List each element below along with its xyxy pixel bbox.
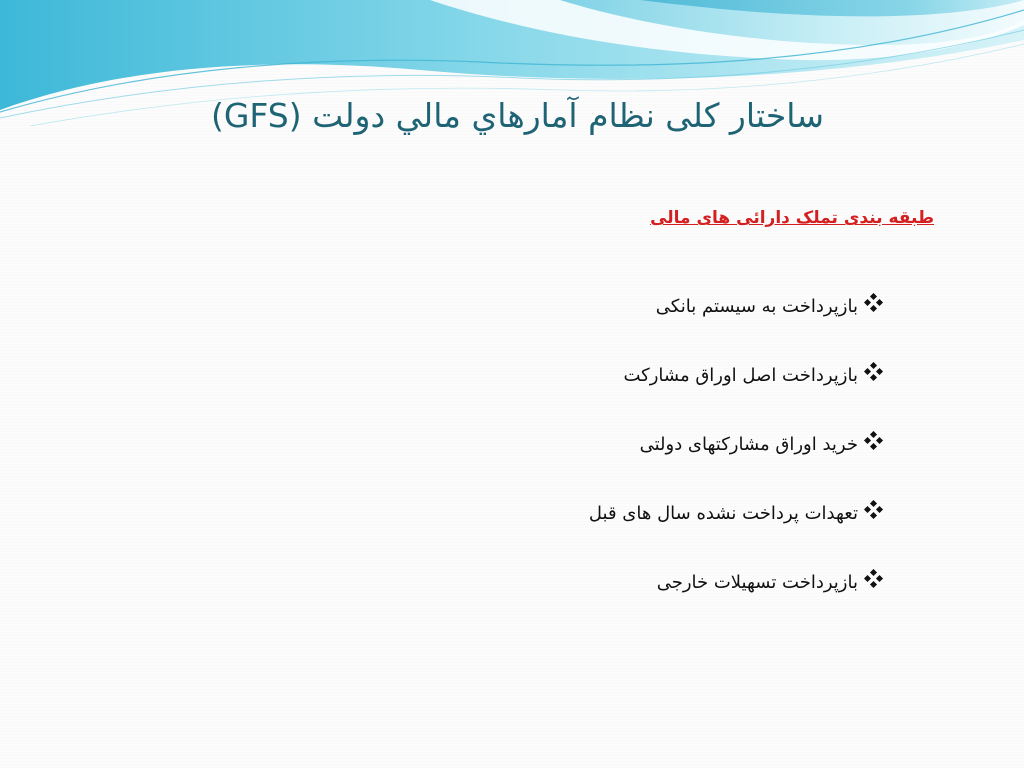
list-item xyxy=(589,272,884,341)
slide-title: ساختار کلی نظام آمارهاي مالي دولت (GFS) xyxy=(210,96,824,135)
section-subtitle: طبقه بندی تملک دارائی های مالی xyxy=(650,208,934,228)
four-diamond-bullet-icon xyxy=(864,500,884,520)
four-diamond-bullet-icon xyxy=(864,362,884,382)
list-item xyxy=(589,479,884,548)
list-item xyxy=(589,548,884,617)
four-diamond-bullet-icon xyxy=(864,569,884,589)
bullet-text: بازپرداخت اصل اوراق مشارکت xyxy=(623,365,858,386)
bullet-text: خرید اوراق مشارکتهای دولتی xyxy=(639,434,858,455)
list-item xyxy=(589,410,884,479)
bullet-list xyxy=(589,272,884,617)
four-diamond-bullet-icon xyxy=(864,431,884,451)
four-diamond-bullet-icon xyxy=(864,293,884,313)
list-item xyxy=(589,341,884,410)
bullet-text: تعهدات پرداخت نشده سال های قبل xyxy=(588,503,858,524)
bullet-text: بازپرداخت به سیستم بانکی xyxy=(655,296,858,317)
bullet-text: بازپرداخت تسهیلات خارجی xyxy=(656,572,858,593)
